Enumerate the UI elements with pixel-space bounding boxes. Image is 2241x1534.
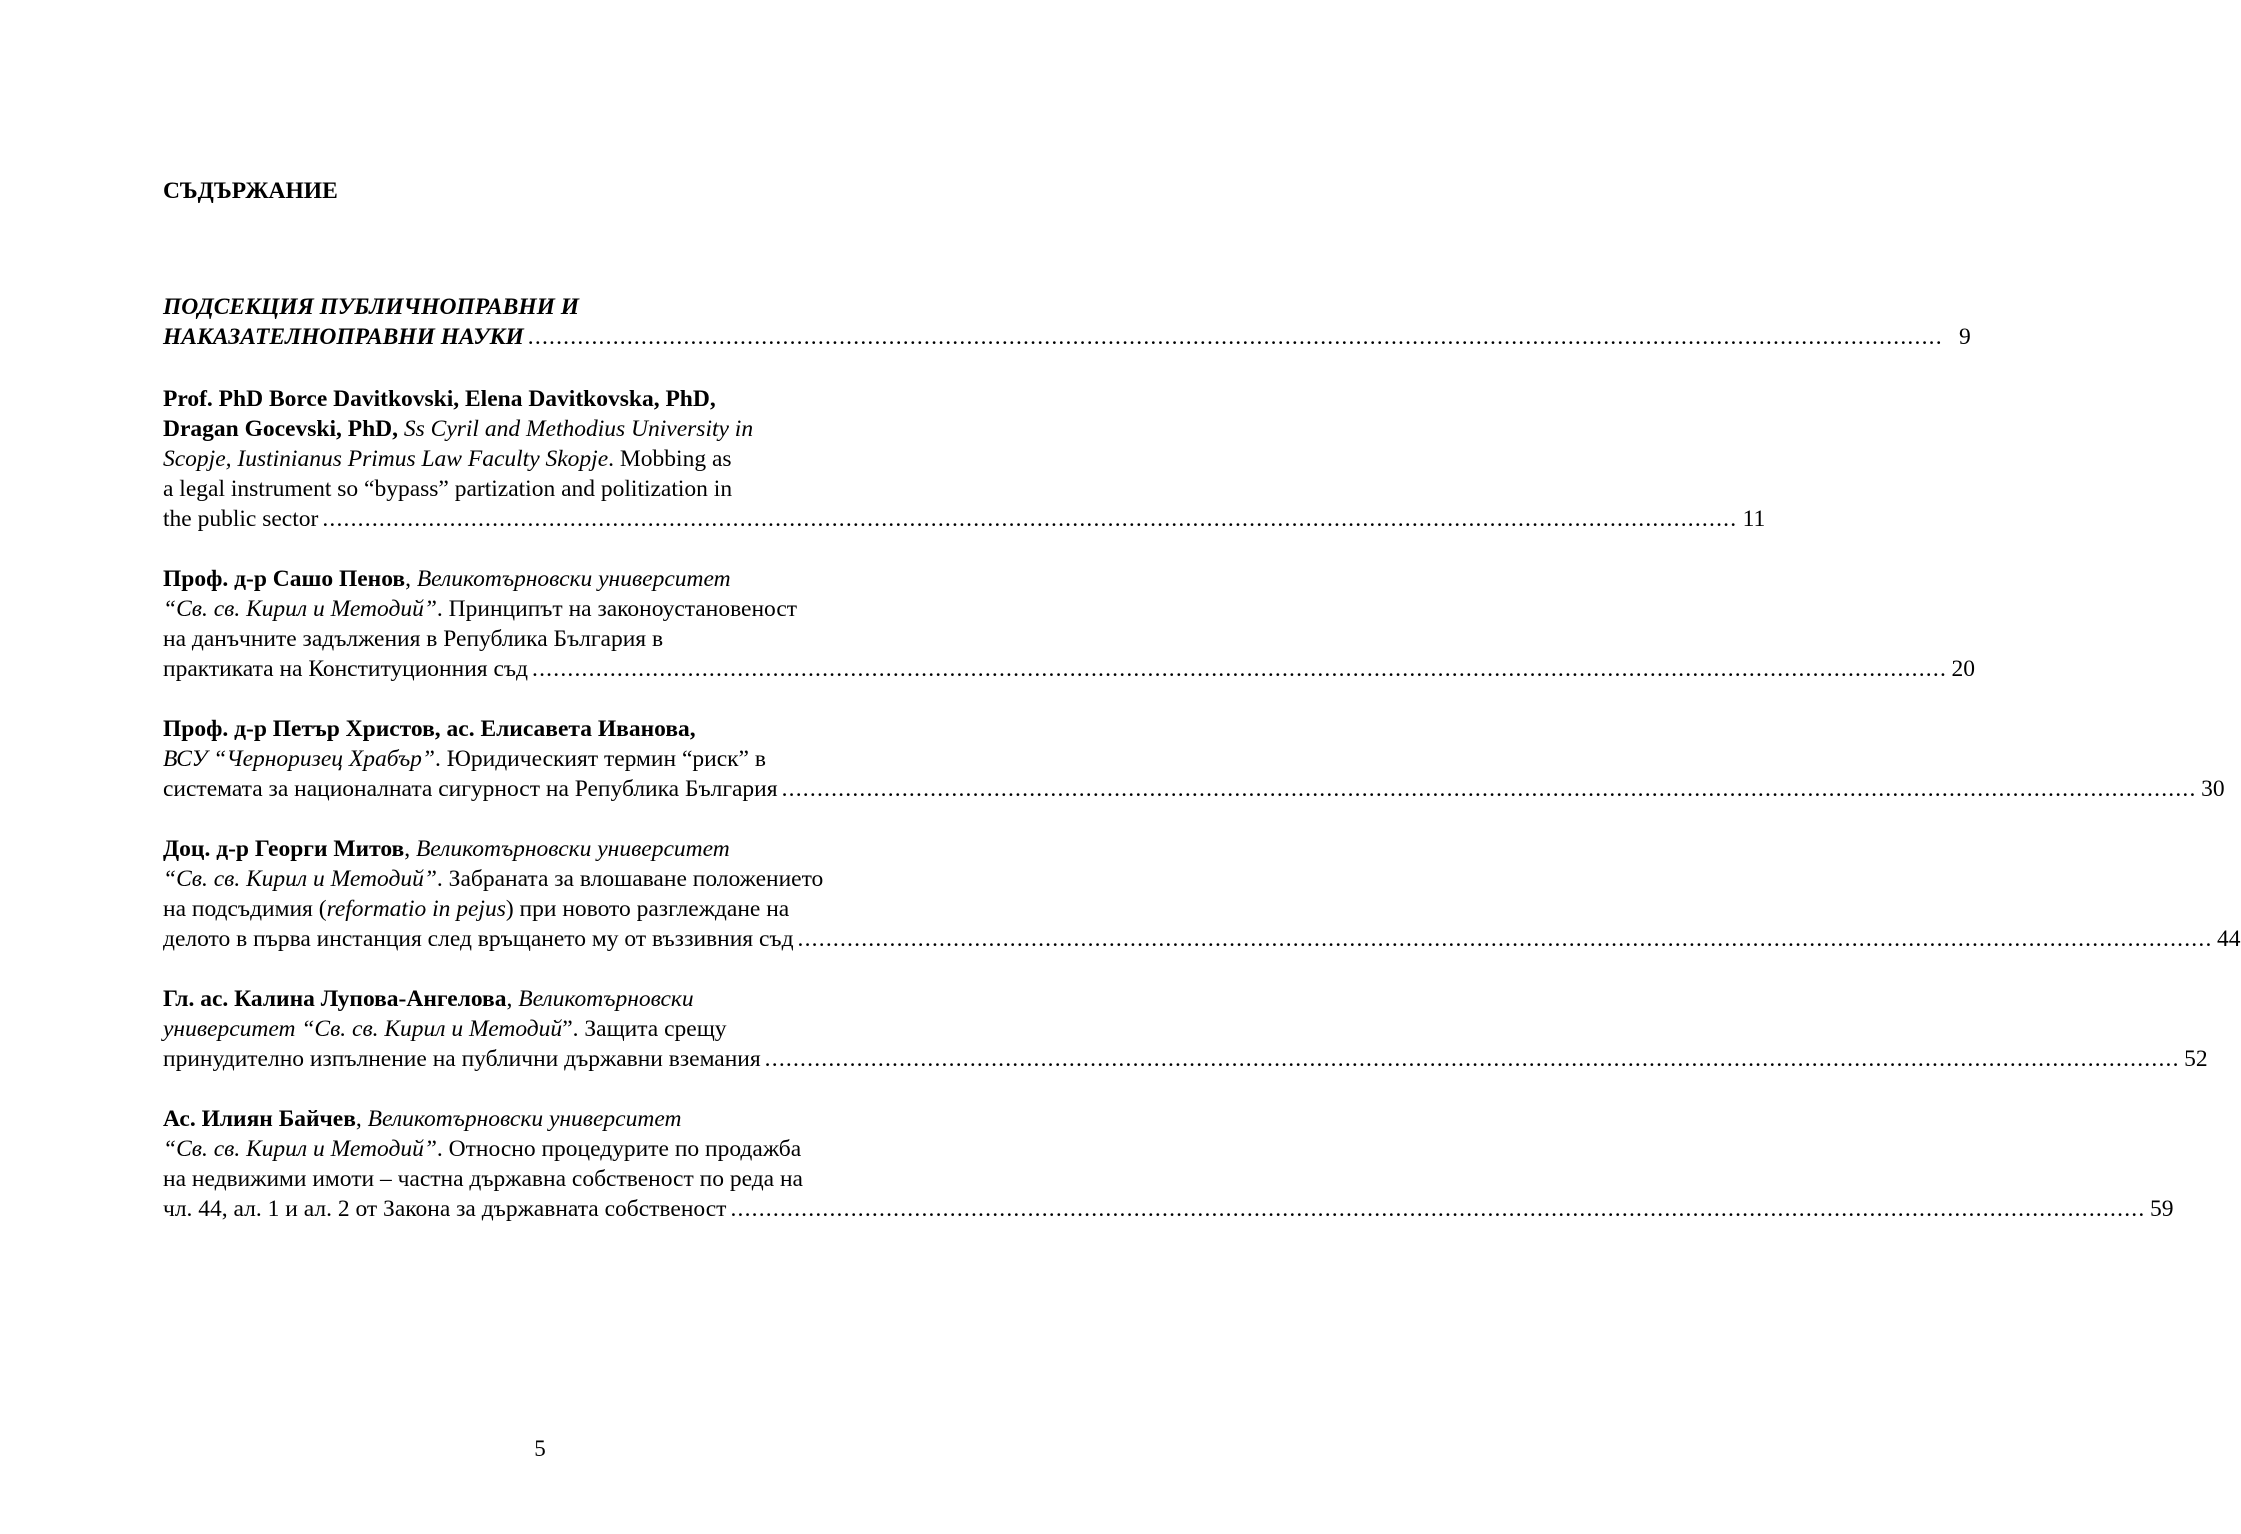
entry-affiliation: “Св. св. Кирил и Методий”	[163, 866, 437, 892]
entry-title: практиката на Конституционния съд	[163, 656, 529, 682]
entry-line	[163, 1104, 937, 1134]
entry-authors: Гл. ас. Калина Лупова-Ангелова	[163, 986, 507, 1012]
section-title-line-2	[163, 322, 1971, 352]
section-title-line-1: ПОДСЕКЦИЯ ПУБЛИЧНОПРАВНИ И	[163, 294, 580, 320]
toc-section-heading	[163, 292, 1971, 352]
entry-title: системата за националната сигурност на Република България	[163, 776, 778, 802]
toc-entry	[163, 1104, 2174, 1224]
entry-separator: ,	[405, 566, 417, 592]
entry-line	[163, 864, 937, 894]
toc-entry	[163, 564, 1976, 684]
entry-line	[163, 564, 937, 594]
page-ref: 52	[2184, 1046, 2208, 1072]
entry-authors: Prof. PhD Borce Davitkovski, Elena Davitkovska, PhD,	[163, 386, 716, 412]
page-title: СЪДЪРЖАНИЕ	[163, 178, 338, 204]
entry-authors: Проф. д-р Сашо Пенов	[163, 566, 406, 592]
entry-title: . Mobbing as	[608, 446, 732, 472]
entry-title: . Принципът на законоустановеност	[436, 596, 798, 622]
entry-title: ”. Защита срещу	[562, 1016, 727, 1042]
dot-leader: ........................................................................................................................................................................................................	[730, 1196, 2146, 1222]
entry-title: . Юридическият термин “риск” в	[434, 746, 766, 772]
entry-line	[163, 744, 937, 774]
entry-affiliation: университет “Св. св. Кирил и Методий	[163, 1016, 563, 1042]
dot-leader: ........................................................................................................................................................................................................	[797, 926, 2213, 952]
dot-leader: ........................................................................................................................................................................................................	[532, 656, 1948, 682]
page-number: 5	[534, 1436, 546, 1461]
entry-title: на данъчните задължения в Република България в	[163, 626, 664, 652]
entry-authors: Проф. д-р Петър Христов, ас. Елисавета Иванова,	[163, 716, 696, 742]
toc-entry	[163, 714, 2225, 804]
entry-affiliation: “Св. св. Кирил и Методий”	[163, 596, 437, 622]
entry-affiliation: Великотърновски университет	[367, 1106, 682, 1132]
page-ref: 11	[1742, 506, 1766, 532]
entry-line	[163, 984, 937, 1014]
entry-authors: Доц. д-р Георги Митов	[163, 836, 405, 862]
page-ref: 9	[1959, 324, 1971, 350]
entry-line	[163, 834, 937, 864]
entry-last-line	[163, 504, 1766, 534]
page-ref: 20	[1951, 656, 1976, 682]
entry-title: делото в първа инстанция след връщането му от въззивния съд	[163, 926, 794, 952]
page-ref: 30	[2201, 776, 2225, 802]
entry-title-italic: reformatio in pejus	[326, 896, 506, 922]
entry-last-line	[163, 1044, 2208, 1074]
dot-leader: ........................................................................................................................................................................................................	[322, 506, 1738, 532]
entry-separator: ,	[506, 986, 519, 1012]
toc-entry	[163, 834, 2241, 954]
entry-affiliation: “Св. св. Кирил и Методий”	[163, 1136, 437, 1162]
entry-title: принудително изпълнение на публични държавни вземания	[163, 1046, 761, 1072]
table-of-contents	[163, 176, 2241, 1254]
entry-line	[163, 1014, 937, 1044]
page-ref: 44	[2217, 926, 2241, 952]
entry-title: на подсъдимия (	[163, 896, 327, 922]
entry-separator: ,	[355, 1106, 368, 1132]
entry-last-line	[163, 924, 2241, 954]
entry-separator: ,	[404, 836, 416, 862]
entry-authors: Ас. Илиян Байчев	[163, 1106, 356, 1132]
entry-last-line	[163, 654, 1976, 684]
entry-title: чл. 44, ал. 1 и ал. 2 от Закона за държавната собственост	[163, 1196, 727, 1222]
entry-affiliation: Великотърновски университет	[415, 836, 730, 862]
entry-title: . Относно процедурите по продажба	[436, 1136, 802, 1162]
entry-line	[163, 414, 937, 444]
entry-line	[163, 594, 937, 624]
dot-leader: ........................................................................................................................................................................................................	[527, 324, 1943, 350]
entry-title: the public sector	[163, 506, 319, 532]
entry-last-line	[163, 774, 2225, 804]
entry-affiliation: ВСУ “Черноризец Храбър”	[163, 746, 435, 772]
dot-leader: ........................................................................................................................................................................................................	[764, 1046, 2180, 1072]
entry-line	[163, 444, 937, 474]
entry-line	[163, 894, 937, 924]
entry-last-line	[163, 1194, 2174, 1224]
entry-affiliation: Ss Cyril and Methodius University in	[398, 416, 754, 442]
entry-title: . Забраната за влошаване положението	[436, 866, 824, 892]
entry-title: a legal instrument so “bypass” partization and politization in	[163, 476, 733, 502]
page-ref: 59	[2149, 1196, 2174, 1222]
entry-title: на недвижими имоти – частна държавна собственост по реда на	[163, 1166, 803, 1192]
entry-authors: Dragan Gocevski, PhD,	[163, 416, 398, 442]
entry-affiliation: Великотърновски университет	[416, 566, 731, 592]
section-title-text: НАКАЗАТЕЛНОПРАВНИ НАУКИ	[163, 324, 524, 350]
toc-entry	[163, 984, 2208, 1074]
entry-affiliation: Scopje, Iustinianus Primus Law Faculty Skopje	[163, 446, 609, 472]
entry-title: ) при новото разглеждане на	[505, 896, 790, 922]
entry-affiliation: Великотърновски	[518, 986, 694, 1012]
entry-line	[163, 1134, 937, 1164]
toc-entry	[163, 384, 1766, 534]
dot-leader: ........................................................................................................................................................................................................	[781, 776, 2197, 802]
